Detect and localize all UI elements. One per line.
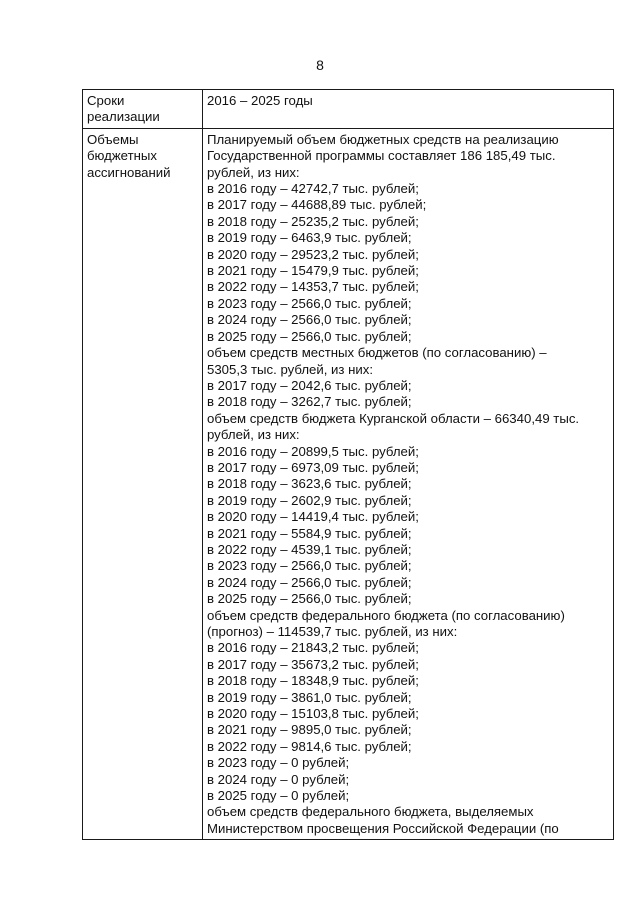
row-value-line: в 2024 году – 2566,0 тыс. рублей; (207, 312, 412, 328)
row-value-cell (203, 90, 614, 129)
row-value-line: в 2016 году – 42742,7 тыс. рублей; (207, 181, 419, 197)
row-value-line: в 2024 году – 2566,0 тыс. рублей; (207, 574, 412, 590)
row-value-line: в 2025 году – 2566,0 тыс. рублей; (207, 328, 412, 344)
page-number: 8 (316, 57, 324, 73)
row-value-line: рублей, из них: (207, 427, 300, 443)
row-value-line: в 2017 году – 35673,2 тыс. рублей; (207, 656, 419, 672)
row-value-line: в 2021 году – 5584,9 тыс. рублей; (207, 525, 412, 541)
row-label-line: реализации (87, 109, 160, 125)
row-value-line: в 2020 году – 15103,8 тыс. рублей; (207, 706, 419, 722)
row-value-line: в 2023 году – 2566,0 тыс. рублей; (207, 558, 412, 574)
row-value-line: в 2023 году – 0 рублей; (207, 755, 350, 771)
row-value-cell (203, 128, 614, 839)
row-value-line: в 2020 году – 14419,4 тыс. рублей; (207, 509, 419, 525)
row-value-line: в 2022 году – 14353,7 тыс. рублей; (207, 279, 419, 295)
table-row-implementation-period (83, 90, 614, 129)
row-value-line: в 2021 году – 9895,0 тыс. рублей; (207, 722, 412, 738)
row-value-line: в 2022 году – 4539,1 тыс. рублей; (207, 541, 412, 557)
row-label-line: бюджетных (87, 148, 157, 164)
row-value-line: рублей, из них: (207, 164, 300, 180)
row-value-line: в 2017 году – 2042,6 тыс. рублей; (207, 377, 412, 393)
row-value-line: в 2020 году – 29523,2 тыс. рублей; (207, 246, 419, 262)
row-value-line: в 2018 году – 3623,6 тыс. рублей; (207, 476, 412, 492)
table-row-budget-allocations (83, 128, 614, 839)
row-value-line: в 2018 году – 25235,2 тыс. рублей; (207, 213, 419, 229)
row-label-line: ассигнований (87, 164, 171, 180)
row-value-line: в 2018 году – 3262,7 тыс. рублей; (207, 394, 412, 410)
row-value-line: в 2023 году – 2566,0 тыс. рублей; (207, 295, 412, 311)
row-value-line: объем средств федерального бюджета (по согласованию) (207, 607, 565, 623)
row-value-line: в 2019 году – 3861,0 тыс. рублей; (207, 689, 412, 705)
row-value-line: в 2019 году – 6463,9 тыс. рублей; (207, 230, 412, 246)
program-passport-table (82, 89, 614, 840)
row-value-line: в 2017 году – 6973,09 тыс. рублей; (207, 459, 419, 475)
row-label-cell (83, 128, 203, 839)
row-label-line: Объемы (87, 131, 139, 147)
row-value-line: в 2025 году – 2566,0 тыс. рублей; (207, 591, 412, 607)
row-label-cell (83, 90, 203, 129)
row-value-line: объем средств бюджета Курганской области – 66340,49 тыс. (207, 410, 580, 426)
row-value-line: (прогноз) – 114539,7 тыс. рублей, из них: (207, 624, 458, 639)
row-value-line: в 2024 году – 0 рублей; (207, 771, 350, 787)
row-value-line: в 2021 году – 15479,9 тыс. рублей; (207, 263, 419, 279)
row-value-line: в 2018 году – 18348,9 тыс. рублей; (207, 673, 419, 689)
row-value-line: в 2016 году – 20899,5 тыс. рублей; (207, 443, 419, 459)
row-value-line: объем средств федерального бюджета, выделяемых (207, 804, 534, 820)
row-value-line: в 2017 году – 44688,89 тыс. рублей; (207, 197, 427, 213)
row-label-line: Сроки (87, 93, 125, 108)
row-value-line: Государственной программы составляет 186 185,49 тыс. (207, 148, 556, 164)
row-value-line: объем средств местных бюджетов (по согласованию) – (207, 345, 547, 361)
row-value-line: Планируемый объем бюджетных средств на реализацию (207, 131, 559, 147)
row-value-line: в 2025 году – 0 рублей; (207, 788, 350, 804)
row-value-line: в 2019 году – 2602,9 тыс. рублей; (207, 492, 412, 508)
row-value-line: 2016 – 2025 годы (207, 93, 313, 108)
row-value-line: в 2022 году – 9814,6 тыс. рублей; (207, 738, 412, 754)
row-value-line: в 2016 году – 21843,2 тыс. рублей; (207, 640, 419, 656)
row-value-line: 5305,3 тыс. рублей, из них: (207, 361, 374, 377)
row-value-line: Министерством просвещения Российской Федерации (по (207, 820, 559, 836)
